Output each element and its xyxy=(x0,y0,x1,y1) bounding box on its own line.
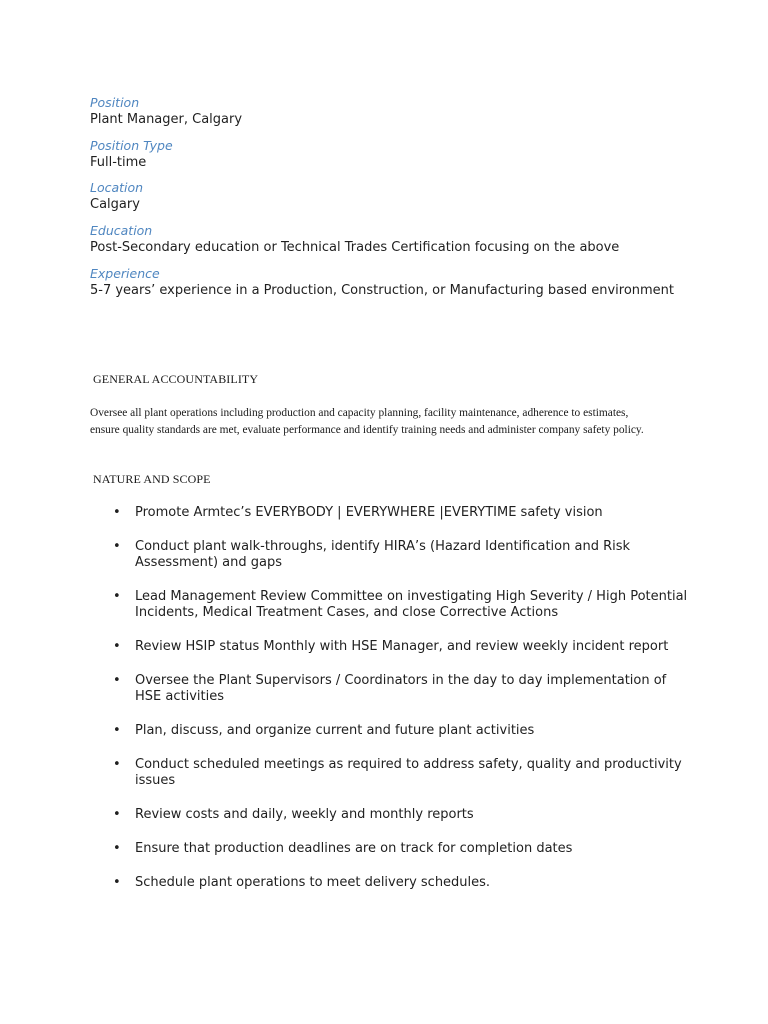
field-position-type xyxy=(90,138,730,171)
list-item xyxy=(0,539,690,571)
list-item xyxy=(0,589,690,621)
nature-and-scope-list xyxy=(0,505,768,909)
list-item-text: Schedule plant operations to meet delivery schedules. xyxy=(135,875,491,890)
list-item xyxy=(0,673,690,705)
field-label-position: Position xyxy=(90,95,140,110)
list-item-text: Conduct plant walk-throughs, identify HIRA’s (Hazard Identification and Risk Assessment) and gaps xyxy=(135,539,631,570)
list-item xyxy=(0,757,690,789)
bullet-icon: • xyxy=(113,841,121,856)
bullet-icon: • xyxy=(113,539,121,554)
field-position xyxy=(90,95,730,128)
field-value-experience: 5-7 years’ experience in a Production, Construction, or Manufacturing based environment xyxy=(90,283,675,298)
bullet-icon: • xyxy=(113,875,121,890)
list-item-text: Ensure that production deadlines are on track for completion dates xyxy=(135,841,573,856)
bullet-icon: • xyxy=(113,589,121,604)
field-value-position: Plant Manager, Calgary xyxy=(90,112,243,127)
list-item-text: Lead Management Review Committee on investigating High Severity / High Potential Incidents, Medical Treatment Cases, and close Corrective Actions xyxy=(135,589,688,620)
nature-and-scope-heading: NATURE AND SCOPE xyxy=(93,472,211,486)
bullet-icon: • xyxy=(113,757,121,772)
list-item xyxy=(0,807,690,823)
field-label-position-type: Position Type xyxy=(90,138,173,153)
list-item-text: Conduct scheduled meetings as required to address safety, quality and productivity issues xyxy=(135,757,682,788)
field-value-location: Calgary xyxy=(90,197,140,212)
field-label-location: Location xyxy=(90,180,144,195)
list-item-text: Plan, discuss, and organize current and future plant activities xyxy=(135,723,535,738)
list-item xyxy=(0,639,690,655)
list-item xyxy=(0,841,690,857)
list-item-text: Review costs and daily, weekly and monthly reports xyxy=(135,807,474,822)
general-accountability-heading: GENERAL ACCOUNTABILITY xyxy=(93,372,259,386)
field-education xyxy=(90,223,730,256)
general-accountability-text: Oversee all plant operations including production and capacity planning, facility maintenance, adherence to estimates, ensure quality standards are met, evaluate performance and identify training needs and administer company safety policy. xyxy=(90,407,644,436)
bullet-icon: • xyxy=(113,673,121,688)
list-item xyxy=(0,723,690,739)
list-item-text: Oversee the Plant Supervisors / Coordinators in the day to day implementation of HSE activities xyxy=(135,673,667,704)
list-item-text: Review HSIP status Monthly with HSE Manager, and review weekly incident report xyxy=(135,639,669,654)
field-value-education: Post-Secondary education or Technical Trades Certification focusing on the above xyxy=(90,240,620,255)
field-label-experience: Experience xyxy=(90,266,160,281)
list-item xyxy=(0,505,690,521)
field-experience xyxy=(90,266,730,299)
bullet-icon: • xyxy=(113,639,121,654)
field-value-position-type: Full-time xyxy=(90,155,147,170)
bullet-icon: • xyxy=(113,723,121,738)
bullet-icon: • xyxy=(113,807,121,822)
field-label-education: Education xyxy=(90,223,153,238)
field-location xyxy=(90,180,730,213)
list-item-text: Promote Armtec’s EVERYBODY | EVERYWHERE |EVERYTIME safety vision xyxy=(135,505,603,520)
bullet-icon: • xyxy=(113,505,121,520)
list-item xyxy=(0,875,690,891)
